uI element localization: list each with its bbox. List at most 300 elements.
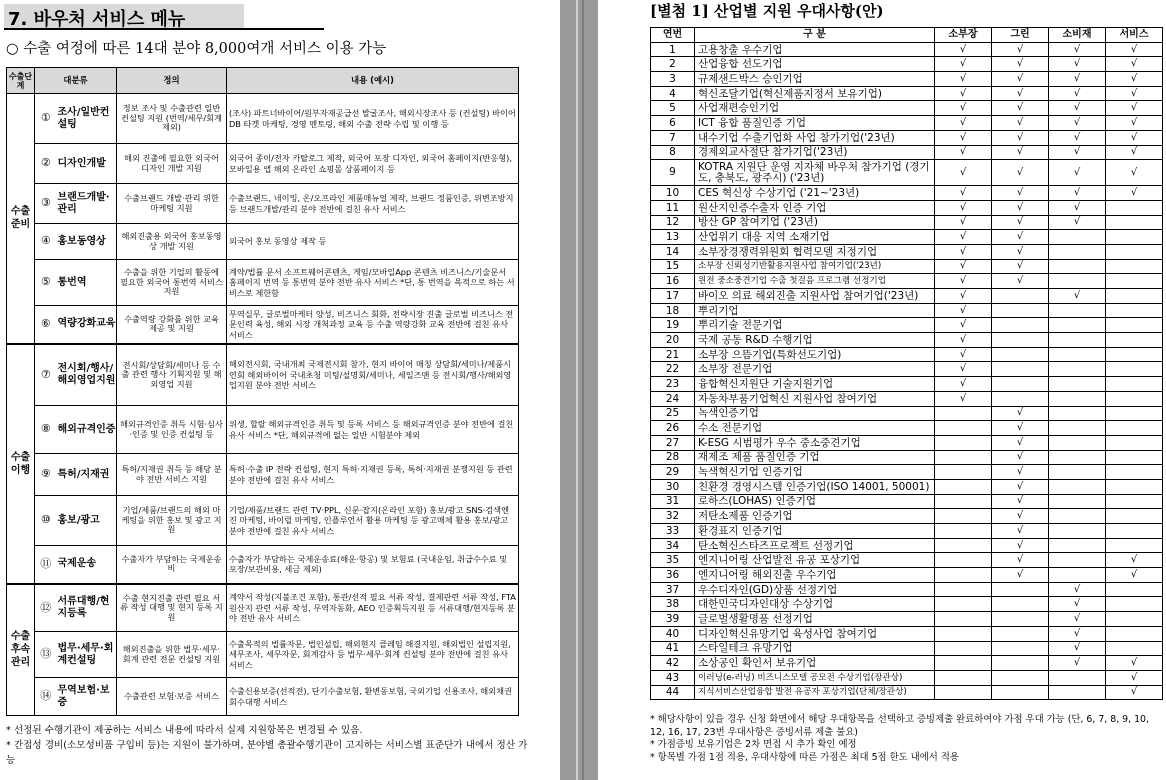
table-row — [7, 306, 519, 344]
page-gutter — [560, 0, 598, 780]
check-cell — [935, 421, 992, 436]
check-cell: √ — [1049, 101, 1106, 116]
check-cell — [1049, 509, 1106, 524]
check-cell — [935, 553, 992, 568]
check-cell — [1049, 391, 1106, 406]
table-row — [7, 632, 519, 678]
content-cell: 계약서 작성(지불조건 포함), 통관/선적 필요 서류 작성, 결제관련 서류 작성, FTA 원산지 관련 서류 작성, 무역자동화, AEO 인증획득지원 등 서류대행/현지등록 분야 전반 유사 서비스 — [227, 584, 519, 632]
pref-row — [651, 362, 1163, 377]
pref-item-name: 환경표지 인증기업 — [695, 524, 935, 539]
check-cell: √ — [1049, 130, 1106, 145]
check-cell — [935, 435, 992, 450]
check-cell — [1106, 465, 1163, 480]
check-cell — [1106, 377, 1163, 392]
check-cell — [992, 391, 1049, 406]
row-number: ⑬ — [35, 632, 57, 678]
check-cell — [992, 612, 1049, 627]
pref-header-service: 서비스 — [1106, 28, 1163, 43]
check-cell — [992, 656, 1049, 671]
check-cell — [1049, 259, 1106, 274]
pref-item-name: CES 혁신상 수상기업 ('21~'23년) — [695, 186, 935, 201]
check-cell: √ — [1049, 641, 1106, 656]
pref-item-name: 규제샌드박스 승인기업 — [695, 72, 935, 87]
check-cell — [935, 450, 992, 465]
pref-row — [651, 612, 1163, 627]
pref-item-name: 친환경 경영시스템 인증기업(ISO 14001, 50001) — [695, 479, 935, 494]
pref-header-item: 구 분 — [695, 28, 935, 43]
check-cell: √ — [1049, 656, 1106, 671]
definition-cell: 수출관련 보험·보증 서비스 — [117, 678, 227, 716]
check-cell: √ — [992, 145, 1049, 160]
pref-row-number: 25 — [651, 406, 695, 421]
pref-row-number: 23 — [651, 377, 695, 392]
check-cell — [992, 582, 1049, 597]
pref-row-number: 18 — [651, 303, 695, 318]
content-cell: 수출목적의 법률자문, 법인설립, 해외현지 클레임 해결지원, 해외법인 설립지원, 세무조사, 세무자문, 회계감사 등 법무·세무·회계 컨설팅 분야 전반에 걸친 유사 서비스 — [227, 632, 519, 678]
check-cell — [1106, 259, 1163, 274]
pref-row — [651, 435, 1163, 450]
check-cell: √ — [1106, 685, 1163, 700]
check-cell: √ — [1106, 568, 1163, 583]
definition-cell: 수출을 위한 기업의 활동에 필요한 외국어 통번역 서비스 지원 — [117, 260, 227, 306]
pref-row — [651, 230, 1163, 245]
table-row — [7, 584, 519, 632]
category-cell: 서류대행/현지등록 — [57, 584, 117, 632]
pref-row-number: 6 — [651, 116, 695, 131]
check-cell: √ — [1049, 42, 1106, 57]
check-cell — [935, 612, 992, 627]
check-cell: √ — [992, 130, 1049, 145]
row-number: ⑥ — [35, 306, 57, 344]
pref-item-name: 소부장 으뜸기업(특화선도기업) — [695, 347, 935, 362]
pref-row-number: 3 — [651, 72, 695, 87]
check-cell — [1106, 479, 1163, 494]
check-cell — [1049, 274, 1106, 289]
pref-item-name: 자동차부품기업혁신 지원사업 참여기업 — [695, 391, 935, 406]
check-cell — [935, 479, 992, 494]
check-cell — [1106, 230, 1163, 245]
pref-row-number: 41 — [651, 641, 695, 656]
check-cell: √ — [992, 186, 1049, 201]
content-cell: 해외전시회, 국내개최 국제전시회 참가, 현지 바이어 매칭 상담회/세미나/제품시연회 해외바이어 국내초청 미팅/설명회/세미나, 세일즈맨 등 전시회/행사/해외영업지원 분야 전반 서비스 — [227, 344, 519, 406]
category-cell: 조사/일반컨설팅 — [57, 94, 117, 144]
pref-item-name: 뿌리기술 전문기업 — [695, 318, 935, 333]
pref-item-name: 혁신조달기업(혁신제품지정서 보유기업) — [695, 86, 935, 101]
pref-item-name: 엔지니어링 산업발전 유공 포상기업 — [695, 553, 935, 568]
definition-cell: 해외진출을 위한 법무·세무·회계 관련 전문 컨설팅 지원 — [117, 632, 227, 678]
pref-item-name: 글로벌생활명품 선정기업 — [695, 612, 935, 627]
header-content: 내용 (예시) — [227, 68, 519, 94]
check-cell: √ — [935, 215, 992, 230]
pref-item-name: 이러닝(e-러닝) 비즈니스모델 공모전 수상기업(장관상) — [695, 670, 935, 685]
check-cell: √ — [1049, 116, 1106, 131]
check-cell: √ — [935, 57, 992, 72]
definition-cell: 정보 조사 및 수출관련 일반 컨설팅 지원 (번역/세무/회계 제외) — [117, 94, 227, 144]
check-cell — [1106, 200, 1163, 215]
pref-row-number: 2 — [651, 57, 695, 72]
pref-row — [651, 494, 1163, 509]
pref-row-number: 1 — [651, 42, 695, 57]
pref-row-number: 38 — [651, 597, 695, 612]
pref-row-number: 9 — [651, 160, 695, 186]
check-cell: √ — [1106, 42, 1163, 57]
check-cell: √ — [935, 333, 992, 348]
definition-cell: 해외진출용 외국어 홍보동영상 개발 지원 — [117, 224, 227, 260]
check-cell: √ — [935, 391, 992, 406]
row-number: ⑭ — [35, 678, 57, 716]
pref-item-name: 소상공인 확인서 보유기업 — [695, 656, 935, 671]
pref-row-number: 33 — [651, 524, 695, 539]
pref-item-name: 엔지니어링 해외진출 우수기업 — [695, 568, 935, 583]
pref-header-consumer: 소비재 — [1049, 28, 1106, 43]
check-cell: √ — [992, 509, 1049, 524]
row-number: ⑩ — [35, 496, 57, 546]
check-cell — [992, 597, 1049, 612]
check-cell — [1049, 524, 1106, 539]
row-number: ⑪ — [35, 546, 57, 584]
check-cell — [1049, 450, 1106, 465]
row-number: ② — [35, 144, 57, 184]
check-cell — [1106, 362, 1163, 377]
check-cell: √ — [1049, 57, 1106, 72]
check-cell: √ — [1049, 72, 1106, 87]
check-cell — [992, 318, 1049, 333]
pref-row — [651, 597, 1163, 612]
header-definition: 정의 — [117, 68, 227, 94]
check-cell: √ — [935, 160, 992, 186]
check-cell — [1049, 362, 1106, 377]
definition-cell: 특허/지재권 취득 등 해당 분야 전반 서비스 지원 — [117, 454, 227, 496]
pref-row — [651, 130, 1163, 145]
check-cell — [1106, 289, 1163, 304]
pref-row — [651, 685, 1163, 700]
content-cell: 특허·수출 IP 전략 컨설팅, 현지 특허·지재권 등록, 특허·지재권 분쟁지원 등 관련 분야 전반에 걸친 유사 서비스 — [227, 454, 519, 496]
definition-cell: 기업/제품/브랜드의 해외 마케팅을 위한 홍보 및 광고 지원 — [117, 496, 227, 546]
check-cell: √ — [1106, 101, 1163, 116]
attachment-title: [별첨 1] 산업별 지원 우대사항(안) — [650, 2, 884, 20]
pref-item-name: 바이오 의료 해외진출 지원사업 참여기업('23년) — [695, 289, 935, 304]
pref-row — [651, 406, 1163, 421]
check-cell: √ — [1049, 186, 1106, 201]
check-cell: √ — [935, 259, 992, 274]
check-cell — [935, 685, 992, 700]
pref-item-name: 뿌리기업 — [695, 303, 935, 318]
pref-row — [651, 465, 1163, 480]
pref-item-name: 수소 전문기업 — [695, 421, 935, 436]
check-cell: √ — [935, 72, 992, 87]
pref-row-number: 21 — [651, 347, 695, 362]
check-cell — [1106, 626, 1163, 641]
pref-row — [651, 303, 1163, 318]
check-cell — [935, 494, 992, 509]
check-cell — [935, 406, 992, 421]
pref-row-number: 19 — [651, 318, 695, 333]
content-cell: 계약/법률 문서 소프트웨어콘텐츠, 게임/모바일App 콘텐츠 비즈니스/기술문서 홈페이지 번역 등 통번역 분야 전반 유사 서비스 *단, 통 번역을 목적으로 하는 서비스로 제한함 — [227, 260, 519, 306]
check-cell — [1106, 524, 1163, 539]
content-cell: 외국어 종이/전자 카탈로그 제작, 외국어 포장 디자인, 외국어 홈페이지(반응형), 모바일용 앱 해외 온라인 쇼핑몰 상품페이지 등 — [227, 144, 519, 184]
header-stage: 수출단계 — [7, 68, 35, 94]
check-cell: √ — [1106, 553, 1163, 568]
pref-row — [651, 450, 1163, 465]
pref-item-name: 소부장 전문기업 — [695, 362, 935, 377]
pref-row — [651, 86, 1163, 101]
category-cell: 전시회/행사/해외영업지원 — [57, 344, 117, 406]
pref-row-number: 11 — [651, 200, 695, 215]
definition-cell: 전시회/상담회/세미나 등 수출 관련 행사 기획지원 및 해외영업 지원 — [117, 344, 227, 406]
check-cell — [1106, 597, 1163, 612]
check-cell — [1049, 685, 1106, 700]
check-cell: √ — [1106, 130, 1163, 145]
check-cell — [1106, 641, 1163, 656]
category-cell: 무역보험·보증 — [57, 678, 117, 716]
pref-row — [651, 200, 1163, 215]
stage-cell: 수출준비 — [7, 94, 35, 344]
check-cell — [1049, 568, 1106, 583]
check-cell — [935, 524, 992, 539]
pref-item-name: KOTRA 지원단 운영 지자체 바우처 참가기업 (경기도, 충북도, 광주시) ('23년) — [695, 160, 935, 186]
pref-row-number: 14 — [651, 244, 695, 259]
pref-row-number: 32 — [651, 509, 695, 524]
pref-item-name: 내수기업 수출기업화 사업 참가기업('23년) — [695, 130, 935, 145]
pref-row — [651, 274, 1163, 289]
definition-cell: 수출자가 부담하는 국제운송비 — [117, 546, 227, 584]
check-cell: √ — [935, 347, 992, 362]
left-notes — [6, 723, 536, 768]
pref-item-name: 융합혁신지원단 기술지원기업 — [695, 377, 935, 392]
check-cell: √ — [992, 494, 1049, 509]
check-cell — [1049, 435, 1106, 450]
check-cell: √ — [992, 86, 1049, 101]
row-number: ⑤ — [35, 260, 57, 306]
check-cell: √ — [1049, 86, 1106, 101]
table-header-row — [7, 68, 519, 94]
content-cell: 수출브랜드, 네이밍, 온/오프라인 제품매뉴얼 제작, 브랜드 정품인증, 위변조방지 등 브랜드개발/관리 분야 전반에 걸친 유사 서비스 — [227, 184, 519, 224]
check-cell — [1049, 553, 1106, 568]
pref-row — [651, 145, 1163, 160]
pref-row-number: 35 — [651, 553, 695, 568]
check-cell — [935, 582, 992, 597]
pref-row-number: 40 — [651, 626, 695, 641]
check-cell: √ — [1106, 670, 1163, 685]
check-cell — [1049, 670, 1106, 685]
check-cell: √ — [992, 160, 1049, 186]
check-cell — [1106, 450, 1163, 465]
check-cell: √ — [1049, 200, 1106, 215]
check-cell: √ — [1106, 656, 1163, 671]
check-cell: √ — [935, 230, 992, 245]
pref-row — [651, 318, 1163, 333]
check-cell: √ — [935, 186, 992, 201]
pref-row-number: 27 — [651, 435, 695, 450]
category-cell: 특허/지재권 — [57, 454, 117, 496]
check-cell: √ — [992, 101, 1049, 116]
pref-row-number: 42 — [651, 656, 695, 671]
pref-item-name: 스타일테크 유망기업 — [695, 641, 935, 656]
content-cell: (조사) 파트너바이어/원부자재공급선 발굴조사, 해외시장조사 등 (컨설팅) 바이어DB 타겟 마케팅, 경영 멘토링, 해외 수출 전략 수립 및 이행 등 — [227, 94, 519, 144]
pref-row — [651, 244, 1163, 259]
check-cell: √ — [992, 553, 1049, 568]
definition-cell: 해외규격인증 취득 시험·심사·인증 및 인증 컨설팅 등 — [117, 406, 227, 454]
pref-item-name: 저탄소제품 인증기업 — [695, 509, 935, 524]
definition-cell: 수출브랜드 개발·관리 위한 마케팅 지원 — [117, 184, 227, 224]
check-cell — [1106, 406, 1163, 421]
pref-row-number: 5 — [651, 101, 695, 116]
pref-row-number: 26 — [651, 421, 695, 436]
pref-row-number: 15 — [651, 259, 695, 274]
check-cell: √ — [935, 289, 992, 304]
check-cell: √ — [935, 145, 992, 160]
check-cell: √ — [992, 244, 1049, 259]
check-cell: √ — [1106, 186, 1163, 201]
check-cell — [935, 670, 992, 685]
category-cell: 역량강화교육 — [57, 306, 117, 344]
check-cell: √ — [1106, 86, 1163, 101]
pref-row — [651, 259, 1163, 274]
pref-row — [651, 626, 1163, 641]
check-cell: √ — [992, 479, 1049, 494]
check-cell: √ — [935, 200, 992, 215]
check-cell — [935, 597, 992, 612]
check-cell — [1106, 421, 1163, 436]
pref-item-name: 녹색혁신기업 인증기업 — [695, 465, 935, 480]
content-cell: 위생, 할랄 해외규격인증 취득 및 등록 서비스 등 해외규격인증 분야 전반에 걸친 유사 서비스 *단, 해외규격에 없는 일반 시험분야 제외 — [227, 406, 519, 454]
check-cell — [1106, 333, 1163, 348]
pref-row — [651, 289, 1163, 304]
category-cell: 통번역 — [57, 260, 117, 306]
check-cell — [992, 303, 1049, 318]
check-cell — [1106, 538, 1163, 553]
row-number: ⑨ — [35, 454, 57, 496]
pref-header-sobujang: 소부장 — [935, 28, 992, 43]
pref-item-name: 로하스(LOHAS) 인증기업 — [695, 494, 935, 509]
check-cell: √ — [1049, 289, 1106, 304]
left-page — [0, 0, 560, 780]
pref-item-name: ICT 융합 품질인증 기업 — [695, 116, 935, 131]
pref-row-number: 10 — [651, 186, 695, 201]
pref-row-number: 34 — [651, 538, 695, 553]
pref-item-name: 대한민국디자인대상 수상기업 — [695, 597, 935, 612]
pref-row — [651, 641, 1163, 656]
pref-row — [651, 509, 1163, 524]
table-row — [7, 94, 519, 144]
check-cell: √ — [992, 421, 1049, 436]
check-cell — [1049, 538, 1106, 553]
pref-item-name: 디자인혁신유망기업 육성사업 참여기업 — [695, 626, 935, 641]
check-cell: √ — [992, 568, 1049, 583]
category-cell: 디자인개발 — [57, 144, 117, 184]
pref-header-green: 그린 — [992, 28, 1049, 43]
table-row — [7, 454, 519, 496]
check-cell: √ — [1049, 145, 1106, 160]
check-cell: √ — [992, 538, 1049, 553]
voucher-menu-table — [6, 67, 519, 716]
check-cell: √ — [935, 86, 992, 101]
pref-row-number: 39 — [651, 612, 695, 627]
check-cell — [992, 347, 1049, 362]
check-cell — [935, 656, 992, 671]
check-cell: √ — [1106, 160, 1163, 186]
check-cell: √ — [992, 450, 1049, 465]
pref-item-name: 방산 GP 참여기업 ('23년) — [695, 215, 935, 230]
check-cell: √ — [1049, 612, 1106, 627]
check-cell — [1106, 244, 1163, 259]
note: * 간접성 경비(소모성비품 구입비 등)는 지원이 불가하며, 분야별 총괄수행기관이 고지하는 서비스별 표준단가 내에서 정산 가능 — [6, 740, 528, 766]
check-cell: √ — [935, 101, 992, 116]
pref-item-name: 원산지인증수출자 인증 기업 — [695, 200, 935, 215]
row-number: ⑦ — [35, 344, 57, 406]
table-row — [7, 344, 519, 406]
pref-row-number: 31 — [651, 494, 695, 509]
pref-row-number: 22 — [651, 362, 695, 377]
pref-row-number: 4 — [651, 86, 695, 101]
pref-item-name: 고용창출 우수기업 — [695, 42, 935, 57]
pref-row — [651, 524, 1163, 539]
check-cell: √ — [1106, 72, 1163, 87]
check-cell: √ — [1049, 582, 1106, 597]
check-cell: √ — [935, 244, 992, 259]
check-cell — [1106, 215, 1163, 230]
check-cell — [1106, 435, 1163, 450]
check-cell — [1106, 347, 1163, 362]
check-cell: √ — [992, 259, 1049, 274]
pref-item-name: 재제조 제품 품질인증 기업 — [695, 450, 935, 465]
header-category: 대분류 — [35, 68, 117, 94]
check-cell — [1049, 318, 1106, 333]
content-cell: 수출신용보증(선적전), 단기수출보험, 환변동보험, 국외기업 신용조사, 해외채권 회수대행 서비스 — [227, 678, 519, 716]
check-cell — [1106, 582, 1163, 597]
check-cell — [1106, 391, 1163, 406]
check-cell: √ — [992, 230, 1049, 245]
pref-row — [651, 42, 1163, 57]
category-cell: 국제운송 — [57, 546, 117, 584]
check-cell: √ — [992, 200, 1049, 215]
pref-row — [651, 377, 1163, 392]
check-cell — [1106, 274, 1163, 289]
check-cell — [935, 538, 992, 553]
pref-item-name: 소부장 신뢰성기반활용지원사업 참여기업('23년) — [695, 259, 935, 274]
check-cell — [1106, 509, 1163, 524]
pref-row-number: 20 — [651, 333, 695, 348]
check-cell: √ — [1049, 215, 1106, 230]
pref-row-number: 37 — [651, 582, 695, 597]
pref-row-number: 24 — [651, 391, 695, 406]
check-cell — [1049, 421, 1106, 436]
pref-row-number: 16 — [651, 274, 695, 289]
pref-row — [651, 391, 1163, 406]
stage-cell: 수출이행 — [7, 344, 35, 584]
check-cell — [1049, 479, 1106, 494]
table-row — [7, 144, 519, 184]
pref-row — [651, 421, 1163, 436]
check-cell — [1106, 494, 1163, 509]
check-cell: √ — [935, 303, 992, 318]
check-cell — [1106, 303, 1163, 318]
pref-row — [651, 333, 1163, 348]
section-title-box — [4, 4, 324, 30]
check-cell — [992, 362, 1049, 377]
right-page — [598, 0, 1166, 780]
table-row — [7, 678, 519, 716]
pref-item-name: 탄소혁신스타즈프로젝트 선정기업 — [695, 538, 935, 553]
check-cell: √ — [992, 465, 1049, 480]
definition-cell: 수출 현지진출 관련 필요 서류 작성 대행 및 현지 등록 지원 — [117, 584, 227, 632]
check-cell — [1049, 347, 1106, 362]
check-cell: √ — [992, 406, 1049, 421]
pref-item-name: 우수디자인(GD)상품 선정기업 — [695, 582, 935, 597]
pref-row — [651, 160, 1163, 186]
pref-row-number: 17 — [651, 289, 695, 304]
category-cell: 해외규격인증 — [57, 406, 117, 454]
